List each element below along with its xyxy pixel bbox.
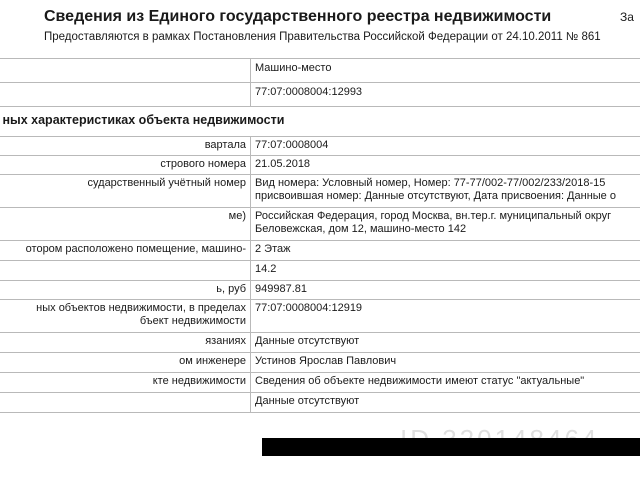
row-value: 2 Этаж [251,241,640,261]
table-row [0,208,640,241]
table-row [0,281,640,300]
row-label: сударственный учётный номер [0,175,251,208]
row-value: 77:07:0008004:12919 [251,300,640,333]
table-row [0,59,640,83]
row-label [0,83,251,107]
row-value: 77:07:0008004:12993 [251,83,640,107]
row-value: Машино-место [251,59,640,83]
row-value: 77:07:0008004 [251,137,640,156]
section-header-row [0,107,640,137]
row-label [0,300,251,333]
row-value [251,208,640,241]
table-row [0,393,640,413]
table-row [0,353,640,373]
row-value-line: присвоившая номер: Данные отсутствуют, Дата присвоения: Данные о [255,190,616,202]
row-value-line: Вид номера: Условный номер, Номер: 77-77/002-77/002/233/2018-15 [255,177,606,189]
row-value-line: Беловежская, дом 12, машино-место 142 [255,223,467,235]
table-row [0,373,640,393]
row-label: вартала [0,137,251,156]
table-row [0,83,640,107]
table-row [0,300,640,333]
header-right-text: За [620,10,634,24]
table-row [0,333,640,353]
row-value: Сведения об объекте недвижимости имеют статус "актуальные" [251,373,640,393]
registry-table [0,58,640,413]
row-value: Данные отсутствуют [251,333,640,353]
table-row [0,261,640,281]
row-label [0,261,251,281]
row-label: стрового номера [0,156,251,175]
row-label: язаниях [0,333,251,353]
row-label [0,59,251,83]
document-subtitle: Предоставляются в рамках Постановления Правительства Российской Федерации от 24.10.2011 № 861 [44,31,601,43]
section-title: ных характеристиках объекта недвижимости [2,113,285,127]
table-row [0,137,640,156]
row-value-line: Российская Федерация, город Москва, вн.тер.г. муниципальный округ [255,210,612,222]
redaction-bar [262,438,640,456]
row-value: Данные отсутствуют [251,393,640,413]
row-label: ме) [0,208,251,241]
document-title: Сведения из Единого государственного реестра недвижимости [44,8,552,25]
row-label: кте недвижимости [0,373,251,393]
row-label: отором расположено помещение, машино- [0,241,251,261]
row-value [251,175,640,208]
row-value: 949987.81 [251,281,640,300]
row-value: Устинов Ярослав Павлович [251,353,640,373]
row-label: ом инженере [0,353,251,373]
table-row [0,241,640,261]
row-label: ь, руб [0,281,251,300]
table-row [0,156,640,175]
row-value: 14.2 [251,261,640,281]
row-label-line: бъект недвижимости [139,315,246,327]
row-label [0,393,251,413]
table-row [0,175,640,208]
row-label-line: ных объектов недвижимости, в пределах [36,302,246,314]
row-value: 21.05.2018 [251,156,640,175]
